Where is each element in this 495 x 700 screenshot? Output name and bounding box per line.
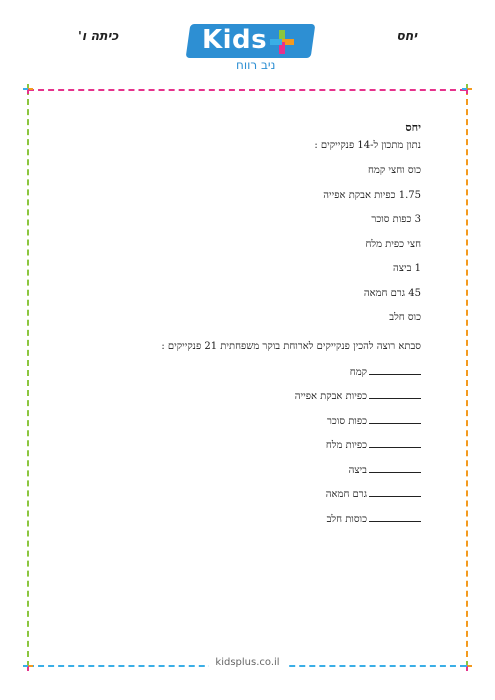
- answer-row: [61, 414, 421, 439]
- answer-unit: גרם חמאה: [325, 489, 367, 500]
- answer-blank[interactable]: [369, 365, 421, 375]
- footer-url-text: kidsplus.co.il: [209, 657, 285, 668]
- ingredient-item: כוס וחצי קמח: [367, 165, 421, 176]
- answer-row: [61, 512, 421, 537]
- answer-list: [61, 365, 421, 537]
- ingredient-item: חצי כפית מלח: [365, 238, 421, 250]
- question-text: סבתא רוצה להכין פנקייקים לארוחת בוקר משפחתית 21 פנקייקים :: [161, 340, 421, 352]
- logo-tagline: ניב רווח: [236, 58, 276, 72]
- answer-blank[interactable]: [369, 389, 421, 399]
- answer-unit: כפיות אבקת אפייה: [294, 391, 367, 402]
- answer-row: [61, 365, 421, 390]
- answer-blank[interactable]: [369, 487, 421, 497]
- corner-plus-icon: [462, 84, 472, 94]
- answer-blank[interactable]: [369, 414, 421, 424]
- answer-unit: כוסות חלב: [326, 513, 367, 525]
- answer-row: [61, 389, 421, 414]
- frame-top-border: [28, 89, 466, 91]
- ingredient-item: 45 גרם חמאה: [363, 287, 421, 299]
- answer-blank[interactable]: [369, 463, 421, 473]
- worksheet-title: יחס: [405, 121, 421, 134]
- recipe-intro: נתון מתכון ל-14 פנקייקים :: [314, 140, 421, 151]
- answer-unit: קמח: [349, 366, 367, 378]
- answer-unit: ביצה: [348, 464, 367, 476]
- answer-unit: כפיות מלח: [325, 440, 367, 451]
- answer-unit: כפות סוכר: [326, 415, 367, 427]
- answer-blank[interactable]: [369, 512, 421, 522]
- subject-label: יחס: [396, 28, 417, 43]
- kids-logo: [188, 24, 313, 71]
- ingredient-item: 3 כפות סוכר: [371, 214, 421, 225]
- answer-blank[interactable]: [369, 438, 421, 448]
- grade-label: כיתה ו': [78, 28, 119, 43]
- ingredient-item: 1 ביצה: [393, 263, 421, 274]
- ingredients-list: [61, 165, 421, 337]
- frame-right-border: [466, 89, 468, 667]
- worksheet-content: [61, 121, 421, 536]
- ingredient-item: 1.75 כפיות אבקת אפייה: [323, 189, 421, 201]
- answer-row: [61, 438, 421, 463]
- footer-url: [0, 657, 495, 668]
- frame-left-border: [27, 89, 29, 667]
- corner-plus-icon: [23, 84, 33, 94]
- ingredient-item: כוס חלב: [389, 312, 421, 323]
- answer-row: [61, 463, 421, 488]
- logo-brand-text: Kids: [202, 25, 268, 55]
- answer-row: [61, 487, 421, 512]
- plus-icon: [270, 30, 294, 54]
